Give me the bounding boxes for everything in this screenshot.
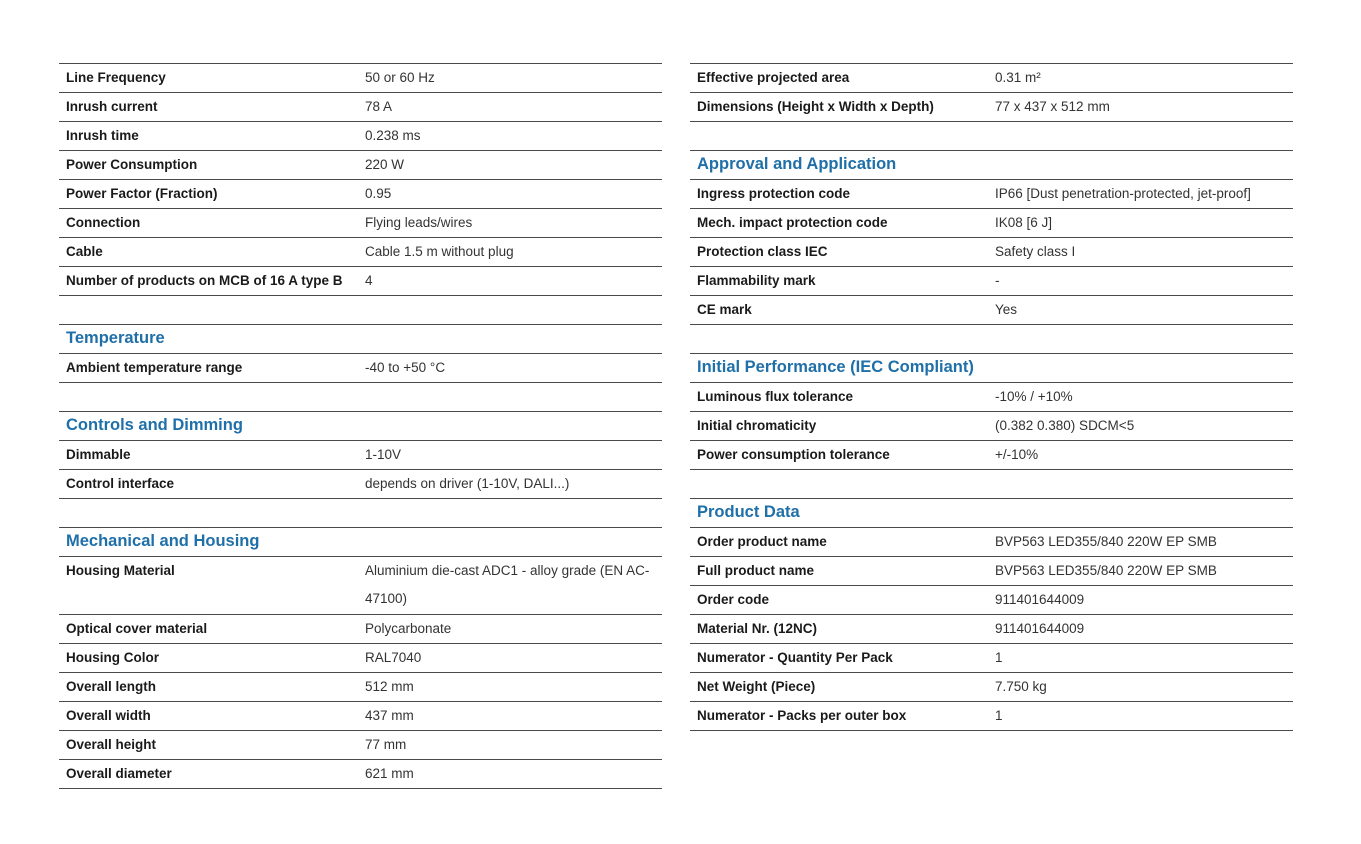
spec-label: Power consumption tolerance: [697, 447, 890, 462]
spec-label: Overall width: [66, 708, 151, 723]
spec-label: Cable: [66, 244, 103, 259]
spec-label: CE mark: [697, 302, 752, 317]
spec-row: [59, 760, 662, 789]
spec-row: [690, 383, 1293, 412]
spec-row: [690, 702, 1293, 731]
spec-label: Material Nr. (12NC): [697, 621, 818, 636]
spec-row: [59, 209, 662, 238]
spec-label: Order product name: [697, 534, 827, 549]
section-heading-temperature: [59, 325, 662, 354]
spec-row: [690, 180, 1293, 209]
spec-label: Numerator - Quantity Per Pack: [697, 650, 893, 665]
spec-label: Net Weight (Piece): [697, 679, 816, 694]
spec-label: Luminous flux tolerance: [697, 389, 854, 404]
spec-row: [59, 354, 662, 383]
spec-row: [690, 238, 1293, 267]
spec-value: -: [995, 273, 1000, 288]
spec-label: Power Factor (Fraction): [66, 186, 218, 201]
spec-value: -10% / +10%: [995, 389, 1073, 404]
section-heading-mechanical: [59, 528, 662, 557]
spec-row: [59, 470, 662, 499]
spec-value: 0.31 m²: [995, 70, 1041, 85]
spec-label: Full product name: [697, 563, 815, 578]
spec-label: Ingress protection code: [697, 186, 851, 201]
spec-row: [690, 528, 1293, 557]
section-title: Approval and Application: [697, 155, 897, 173]
spec-row: [690, 93, 1293, 122]
spec-value: 1: [995, 650, 1003, 665]
spec-row: [59, 731, 662, 760]
spec-value: 4: [365, 273, 373, 288]
spec-label: Overall height: [66, 737, 157, 752]
spec-row: [690, 644, 1293, 673]
spec-value: 77 mm: [365, 737, 407, 752]
spec-row: [59, 702, 662, 731]
section-heading-product: [690, 499, 1293, 528]
spec-value: 911401644009: [995, 592, 1085, 607]
spec-value: Polycarbonate: [365, 621, 452, 636]
spec-value: 50 or 60 Hz: [365, 70, 435, 85]
spec-row: [59, 557, 662, 615]
spec-label: Inrush time: [66, 128, 139, 143]
spec-row: [690, 673, 1293, 702]
spec-row: [59, 441, 662, 470]
spec-value: BVP563 LED355/840 220W EP SMB: [995, 563, 1217, 578]
spec-label: Dimensions (Height x Width x Depth): [697, 99, 934, 114]
spec-row: [59, 673, 662, 702]
section-spacer: [690, 325, 1293, 354]
spec-row: [690, 557, 1293, 586]
spec-value: 512 mm: [365, 679, 414, 694]
spec-label: Housing Material: [66, 563, 175, 578]
spec-value: -40 to +50 °C: [365, 360, 446, 375]
spec-row: [59, 644, 662, 673]
spec-row: [59, 64, 662, 93]
spec-row: [690, 412, 1293, 441]
spec-value: Flying leads/wires: [365, 215, 473, 230]
spec-row: [690, 615, 1293, 644]
spec-row: [690, 441, 1293, 470]
spec-value: 78 A: [365, 99, 393, 114]
spec-label: Optical cover material: [66, 621, 208, 636]
spec-value: 1: [995, 708, 1003, 723]
spec-value: RAL7040: [365, 650, 422, 665]
spec-value: BVP563 LED355/840 220W EP SMB: [995, 534, 1217, 549]
spec-value: 0.238 ms: [365, 128, 421, 143]
spec-value: Yes: [995, 302, 1018, 317]
spec-label: Protection class IEC: [697, 244, 828, 259]
spec-value: +/-10%: [995, 447, 1039, 462]
section-spacer: [690, 122, 1293, 151]
spec-label: Effective projected area: [697, 70, 850, 85]
spec-value: 911401644009: [995, 621, 1085, 636]
spec-value: depends on driver (1-10V, DALI...): [365, 476, 570, 491]
spec-value: Cable 1.5 m without plug: [365, 244, 514, 259]
section-title: Mechanical and Housing: [66, 532, 260, 550]
spec-label: Numerator - Packs per outer box: [697, 708, 907, 723]
spec-row: [59, 93, 662, 122]
spec-label: Number of products on MCB of 16 A type B: [66, 273, 343, 288]
spec-label: Overall length: [66, 679, 157, 694]
spec-column-right: [690, 63, 1293, 731]
spec-value: Safety class I: [995, 244, 1076, 259]
spec-column-left: [59, 63, 662, 789]
spec-value: 0.95: [365, 186, 392, 201]
spec-value: 621 mm: [365, 766, 414, 781]
spec-label: Line Frequency: [66, 70, 166, 85]
spec-value: 220 W: [365, 157, 405, 172]
section-heading-approval: [690, 151, 1293, 180]
spec-row: [690, 296, 1293, 325]
spec-value: (0.382 0.380) SDCM<5: [995, 418, 1135, 433]
spec-label: Housing Color: [66, 650, 159, 665]
spec-row: [59, 122, 662, 151]
spec-row: [690, 64, 1293, 93]
spec-value: IP66 [Dust penetration-protected, jet-proof]: [995, 186, 1251, 201]
spec-row: [59, 238, 662, 267]
spec-label: Inrush current: [66, 99, 158, 114]
spec-row: [59, 615, 662, 644]
spec-row: [690, 586, 1293, 615]
section-title: Controls and Dimming: [66, 416, 243, 434]
spec-label: Power Consumption: [66, 157, 198, 172]
section-title: Temperature: [66, 329, 165, 347]
spec-row: [59, 180, 662, 209]
spec-value: 437 mm: [365, 708, 414, 723]
spec-row: [690, 267, 1293, 296]
spec-value: IK08 [6 J]: [995, 215, 1053, 230]
spec-label: Overall diameter: [66, 766, 172, 781]
spec-value: Aluminium die-cast ADC1 - alloy grade (EN AC-47100): [365, 563, 650, 606]
section-spacer: [690, 470, 1293, 499]
section-spacer: [59, 383, 662, 412]
spec-label: Flammability mark: [697, 273, 816, 288]
spec-label: Connection: [66, 215, 141, 230]
spec-label: Order code: [697, 592, 770, 607]
spec-label: Initial chromaticity: [697, 418, 817, 433]
spec-row: [59, 151, 662, 180]
spec-label: Dimmable: [66, 447, 131, 462]
spec-row: [59, 267, 662, 296]
section-spacer: [59, 499, 662, 528]
spec-label: Ambient temperature range: [66, 360, 243, 375]
section-title: Initial Performance (IEC Compliant): [697, 358, 974, 376]
spec-label: Control interface: [66, 476, 175, 491]
spec-value: 7.750 kg: [995, 679, 1047, 694]
spec-row: [690, 209, 1293, 238]
spec-value: 1-10V: [365, 447, 402, 462]
spec-label: Mech. impact protection code: [697, 215, 888, 230]
section-heading-performance: [690, 354, 1293, 383]
spec-value: 77 x 437 x 512 mm: [995, 99, 1110, 114]
section-heading-controls: [59, 412, 662, 441]
section-spacer: [59, 296, 662, 325]
section-title: Product Data: [697, 503, 800, 521]
